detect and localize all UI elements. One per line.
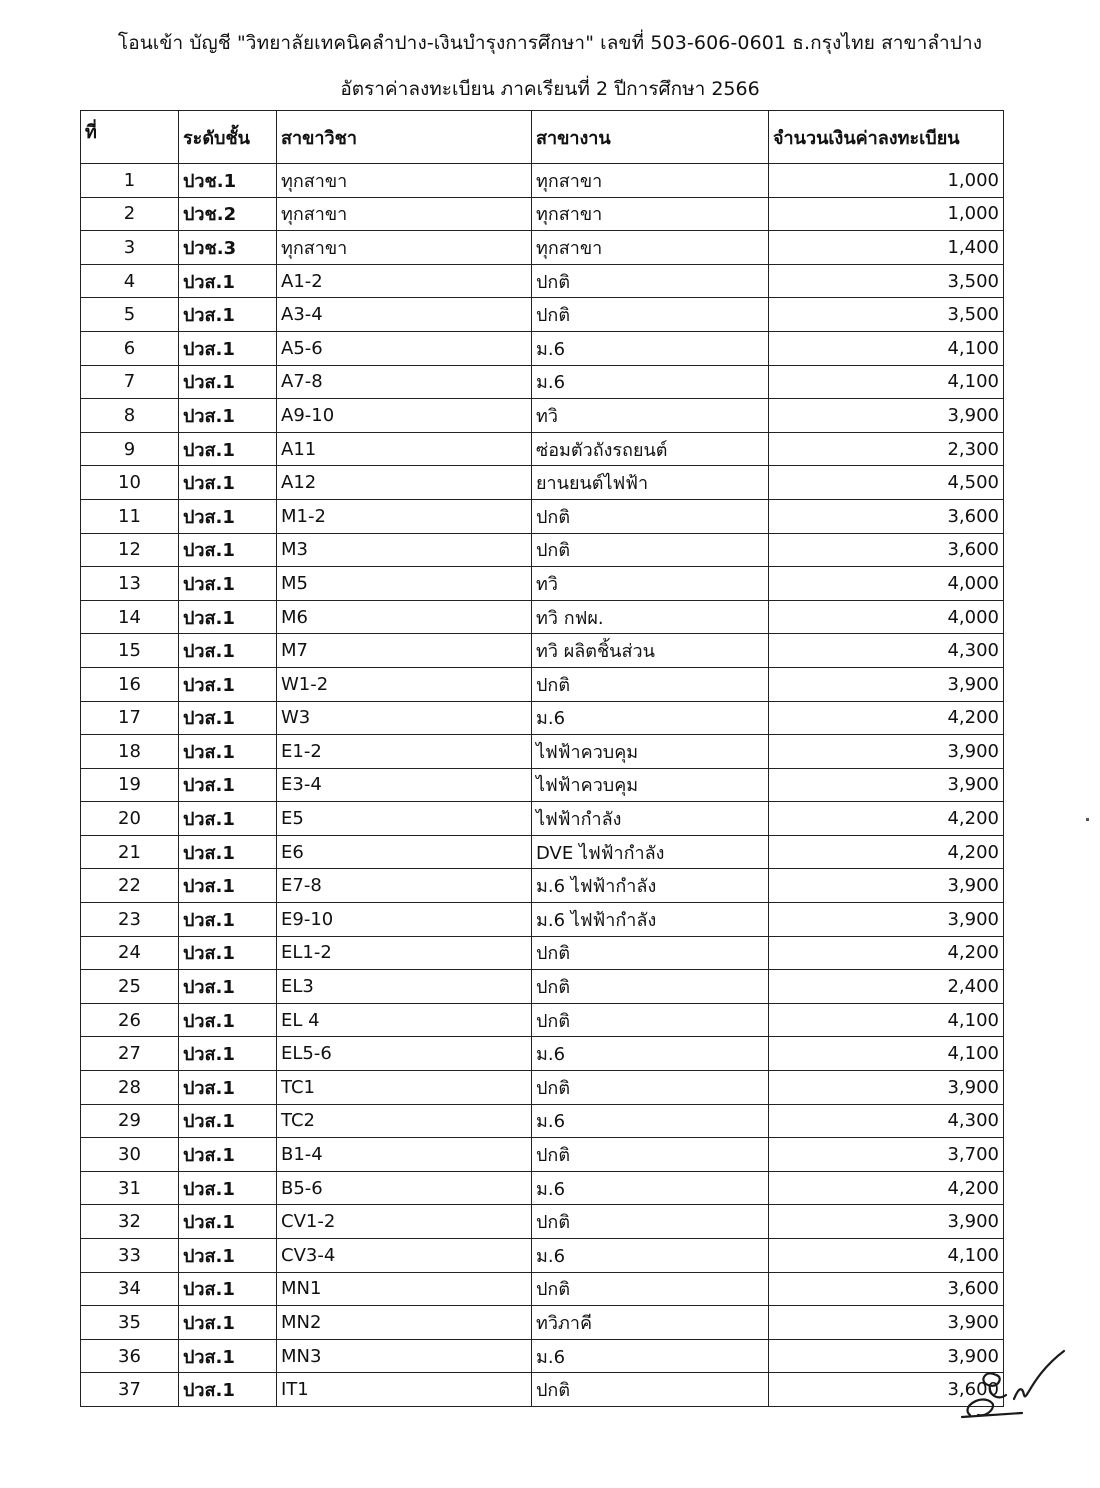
fee-amount-cell: 3,900: [769, 735, 1004, 769]
education-level-cell: ปวส.1: [179, 869, 277, 903]
table-row: [81, 600, 1004, 634]
branch-code-cell: A3-4: [277, 298, 532, 332]
table-row: [81, 533, 1004, 567]
fee-amount-cell: 4,300: [769, 634, 1004, 668]
row-number-cell: 35: [81, 1306, 179, 1340]
education-level-cell: ปวส.1: [179, 567, 277, 601]
fee-amount-cell: 4,100: [769, 331, 1004, 365]
row-number-cell: 5: [81, 298, 179, 332]
education-level-cell: ปวส.1: [179, 667, 277, 701]
fee-amount-cell: 4,100: [769, 1037, 1004, 1071]
branch-code-cell: EL3: [277, 970, 532, 1004]
program-type-cell: ปกติ: [532, 1205, 769, 1239]
education-level-cell: ปวส.1: [179, 1306, 277, 1340]
program-type-cell: ม.6: [532, 701, 769, 735]
table-body: [81, 164, 1004, 1407]
branch-code-cell: E3-4: [277, 768, 532, 802]
program-type-cell: ปกติ: [532, 264, 769, 298]
table-row: [81, 1037, 1004, 1071]
fee-amount-cell: 3,900: [769, 869, 1004, 903]
education-level-cell: ปวส.1: [179, 331, 277, 365]
program-type-cell: ปกติ: [532, 936, 769, 970]
table-row: [81, 1003, 1004, 1037]
column-header-branch: สาขาวิชา: [277, 111, 532, 164]
table-row: [81, 869, 1004, 903]
program-type-cell: ม.6: [532, 1171, 769, 1205]
fee-amount-cell: 4,500: [769, 466, 1004, 500]
program-type-cell: ทวิ: [532, 399, 769, 433]
education-level-cell: ปวส.1: [179, 298, 277, 332]
fee-amount-cell: 2,300: [769, 432, 1004, 466]
row-number-cell: 2: [81, 197, 179, 231]
branch-code-cell: TC2: [277, 1104, 532, 1138]
table-row: [81, 1205, 1004, 1239]
education-level-cell: ปวส.1: [179, 1071, 277, 1105]
branch-code-cell: MN1: [277, 1272, 532, 1306]
table-row: [81, 701, 1004, 735]
fee-amount-cell: 3,900: [769, 399, 1004, 433]
row-number-cell: 27: [81, 1037, 179, 1071]
program-type-cell: ปกติ: [532, 1138, 769, 1172]
table-row: [81, 197, 1004, 231]
table-row: [81, 835, 1004, 869]
education-level-cell: ปวส.1: [179, 835, 277, 869]
row-number-cell: 24: [81, 936, 179, 970]
branch-code-cell: A9-10: [277, 399, 532, 433]
education-level-cell: ปวส.1: [179, 1138, 277, 1172]
branch-code-cell: M7: [277, 634, 532, 668]
fee-amount-cell: 3,900: [769, 903, 1004, 937]
column-header-fee-amount: จำนวนเงินค่าลงทะเบียน: [769, 111, 1004, 164]
program-type-cell: ม.6: [532, 1239, 769, 1273]
fee-amount-cell: 4,200: [769, 936, 1004, 970]
education-level-cell: ปวช.3: [179, 231, 277, 265]
branch-code-cell: EL5-6: [277, 1037, 532, 1071]
row-number-cell: 31: [81, 1171, 179, 1205]
table-row: [81, 499, 1004, 533]
branch-code-cell: EL 4: [277, 1003, 532, 1037]
table-row: [81, 164, 1004, 198]
branch-code-cell: CV3-4: [277, 1239, 532, 1273]
branch-code-cell: CV1-2: [277, 1205, 532, 1239]
program-type-cell: ทวิ ผลิตชิ้นส่วน: [532, 634, 769, 668]
row-number-cell: 32: [81, 1205, 179, 1239]
program-type-cell: ม.6 ไฟฟ้ากำลัง: [532, 869, 769, 903]
education-level-cell: ปวส.1: [179, 1373, 277, 1407]
row-number-cell: 21: [81, 835, 179, 869]
fee-amount-cell: 4,200: [769, 835, 1004, 869]
branch-code-cell: E1-2: [277, 735, 532, 769]
branch-code-cell: ทุกสาขา: [277, 231, 532, 265]
program-type-cell: ไฟฟ้าควบคุม: [532, 768, 769, 802]
education-level-cell: ปวส.1: [179, 1171, 277, 1205]
education-level-cell: ปวส.1: [179, 499, 277, 533]
table-row: [81, 231, 1004, 265]
fee-amount-cell: 1,000: [769, 164, 1004, 198]
row-number-cell: 25: [81, 970, 179, 1004]
program-type-cell: ปกติ: [532, 499, 769, 533]
branch-code-cell: M3: [277, 533, 532, 567]
table-row: [81, 1272, 1004, 1306]
row-number-cell: 13: [81, 567, 179, 601]
table-row: [81, 432, 1004, 466]
program-type-cell: ปกติ: [532, 1003, 769, 1037]
table-row: [81, 567, 1004, 601]
branch-code-cell: A1-2: [277, 264, 532, 298]
table-row: [81, 1339, 1004, 1373]
education-level-cell: ปวส.1: [179, 936, 277, 970]
branch-code-cell: TC1: [277, 1071, 532, 1105]
program-type-cell: ปกติ: [532, 1071, 769, 1105]
row-number-cell: 14: [81, 600, 179, 634]
branch-code-cell: ทุกสาขา: [277, 164, 532, 198]
handwritten-signature: [952, 1345, 1072, 1425]
education-level-cell: ปวส.1: [179, 735, 277, 769]
fee-amount-cell: 3,600: [769, 499, 1004, 533]
education-level-cell: ปวส.1: [179, 768, 277, 802]
row-number-cell: 23: [81, 903, 179, 937]
branch-code-cell: E5: [277, 802, 532, 836]
table-row: [81, 1071, 1004, 1105]
program-type-cell: ปกติ: [532, 667, 769, 701]
fee-amount-cell: 4,100: [769, 365, 1004, 399]
fee-amount-cell: 3,900: [769, 667, 1004, 701]
education-level-cell: ปวช.2: [179, 197, 277, 231]
program-type-cell: ปกติ: [532, 533, 769, 567]
program-type-cell: ม.6: [532, 365, 769, 399]
row-number-cell: 29: [81, 1104, 179, 1138]
program-type-cell: ม.6: [532, 331, 769, 365]
fee-amount-cell: 1,400: [769, 231, 1004, 265]
branch-code-cell: E6: [277, 835, 532, 869]
fee-amount-cell: 4,200: [769, 1171, 1004, 1205]
program-type-cell: ไฟฟ้ากำลัง: [532, 802, 769, 836]
row-number-cell: 15: [81, 634, 179, 668]
fee-amount-cell: 4,300: [769, 1104, 1004, 1138]
table-row: [81, 1373, 1004, 1407]
education-level-cell: ปวส.1: [179, 1037, 277, 1071]
branch-code-cell: E9-10: [277, 903, 532, 937]
program-type-cell: ทวิภาคี: [532, 1306, 769, 1340]
program-type-cell: ยานยนต์ไฟฟ้า: [532, 466, 769, 500]
column-header-number: ที่: [81, 111, 179, 164]
fee-amount-cell: 4,100: [769, 1003, 1004, 1037]
table-row: [81, 936, 1004, 970]
table-row: [81, 1239, 1004, 1273]
row-number-cell: 20: [81, 802, 179, 836]
branch-code-cell: A12: [277, 466, 532, 500]
table-row: [81, 466, 1004, 500]
table-row: [81, 331, 1004, 365]
fee-amount-cell: 3,500: [769, 298, 1004, 332]
education-level-cell: ปวส.1: [179, 1272, 277, 1306]
program-type-cell: ม.6: [532, 1037, 769, 1071]
branch-code-cell: IT1: [277, 1373, 532, 1407]
education-level-cell: ปวส.1: [179, 1205, 277, 1239]
branch-code-cell: M6: [277, 600, 532, 634]
branch-code-cell: EL1-2: [277, 936, 532, 970]
program-type-cell: ม.6: [532, 1339, 769, 1373]
row-number-cell: 30: [81, 1138, 179, 1172]
fee-amount-cell: 3,600: [769, 1272, 1004, 1306]
row-number-cell: 19: [81, 768, 179, 802]
row-number-cell: 11: [81, 499, 179, 533]
education-level-cell: ปวส.1: [179, 1104, 277, 1138]
program-type-cell: ทวิ: [532, 567, 769, 601]
program-type-cell: ม.6 ไฟฟ้ากำลัง: [532, 903, 769, 937]
education-level-cell: ปวส.1: [179, 1003, 277, 1037]
row-number-cell: 3: [81, 231, 179, 265]
row-number-cell: 6: [81, 331, 179, 365]
program-type-cell: ปกติ: [532, 1373, 769, 1407]
branch-code-cell: B5-6: [277, 1171, 532, 1205]
row-number-cell: 36: [81, 1339, 179, 1373]
program-type-cell: ปกติ: [532, 1272, 769, 1306]
fee-amount-cell: 3,500: [769, 264, 1004, 298]
row-number-cell: 26: [81, 1003, 179, 1037]
row-number-cell: 33: [81, 1239, 179, 1273]
fee-amount-cell: 2,400: [769, 970, 1004, 1004]
branch-code-cell: B1-4: [277, 1138, 532, 1172]
table-row: [81, 634, 1004, 668]
branch-code-cell: A11: [277, 432, 532, 466]
document-title: อัตราค่าลงทะเบียน ภาคเรียนที่ 2 ปีการศึกษา 2566: [340, 78, 760, 100]
education-level-cell: ปวช.1: [179, 164, 277, 198]
branch-code-cell: ทุกสาขา: [277, 197, 532, 231]
education-level-cell: ปวส.1: [179, 634, 277, 668]
fee-amount-cell: 3,900: [769, 768, 1004, 802]
fee-amount-cell: 3,900: [769, 1071, 1004, 1105]
fee-amount-cell: 3,900: [769, 1306, 1004, 1340]
education-level-cell: ปวส.1: [179, 970, 277, 1004]
fee-amount-cell: 3,700: [769, 1138, 1004, 1172]
program-type-cell: ทุกสาขา: [532, 231, 769, 265]
branch-code-cell: M1-2: [277, 499, 532, 533]
column-header-level: ระดับชั้น: [179, 111, 277, 164]
fee-amount-cell: 3,600: [769, 533, 1004, 567]
branch-code-cell: MN2: [277, 1306, 532, 1340]
table-row: [81, 1104, 1004, 1138]
row-number-cell: 4: [81, 264, 179, 298]
program-type-cell: ทวิ กฟผ.: [532, 600, 769, 634]
table-row: [81, 1306, 1004, 1340]
table-row: [81, 735, 1004, 769]
table-row: [81, 903, 1004, 937]
branch-code-cell: A5-6: [277, 331, 532, 365]
table-row: [81, 802, 1004, 836]
row-number-cell: 34: [81, 1272, 179, 1306]
table-row: [81, 768, 1004, 802]
column-header-program: สาขางาน: [532, 111, 769, 164]
education-level-cell: ปวส.1: [179, 802, 277, 836]
table-row: [81, 1171, 1004, 1205]
row-number-cell: 17: [81, 701, 179, 735]
row-number-cell: 28: [81, 1071, 179, 1105]
scan-mark: [1086, 818, 1089, 821]
fee-amount-cell: 1,000: [769, 197, 1004, 231]
row-number-cell: 37: [81, 1373, 179, 1407]
education-level-cell: ปวส.1: [179, 903, 277, 937]
program-type-cell: DVE ไฟฟ้ากำลัง: [532, 835, 769, 869]
fee-amount-cell: 4,200: [769, 802, 1004, 836]
program-type-cell: ทุกสาขา: [532, 197, 769, 231]
education-level-cell: ปวส.1: [179, 466, 277, 500]
table-row: [81, 970, 1004, 1004]
fee-amount-cell: 3,900: [769, 1339, 1004, 1373]
table-row: [81, 264, 1004, 298]
program-type-cell: ทุกสาขา: [532, 164, 769, 198]
fee-amount-cell: 3,900: [769, 1205, 1004, 1239]
table-row: [81, 667, 1004, 701]
education-level-cell: ปวส.1: [179, 1339, 277, 1373]
branch-code-cell: E7-8: [277, 869, 532, 903]
branch-code-cell: MN3: [277, 1339, 532, 1373]
education-level-cell: ปวส.1: [179, 600, 277, 634]
program-type-cell: ปกติ: [532, 298, 769, 332]
education-level-cell: ปวส.1: [179, 432, 277, 466]
education-level-cell: ปวส.1: [179, 533, 277, 567]
education-level-cell: ปวส.1: [179, 264, 277, 298]
row-number-cell: 7: [81, 365, 179, 399]
fee-amount-cell: 3,600: [769, 1373, 1004, 1407]
registration-fee-table: [80, 110, 1004, 1407]
row-number-cell: 8: [81, 399, 179, 433]
branch-code-cell: W3: [277, 701, 532, 735]
education-level-cell: ปวส.1: [179, 701, 277, 735]
fee-amount-cell: 4,000: [769, 600, 1004, 634]
branch-code-cell: M5: [277, 567, 532, 601]
table-row: [81, 298, 1004, 332]
row-number-cell: 12: [81, 533, 179, 567]
education-level-cell: ปวส.1: [179, 1239, 277, 1273]
row-number-cell: 1: [81, 164, 179, 198]
bank-transfer-instruction: โอนเข้า บัญชี "วิทยาลัยเทคนิคลำปาง-เงินบำรุงการศึกษา" เลขที่ 503-606-0601 ธ.กรุงไทย สาขาลำปาง: [117, 32, 983, 54]
fee-amount-cell: 4,100: [769, 1239, 1004, 1273]
table-header-row: [81, 111, 1004, 164]
row-number-cell: 9: [81, 432, 179, 466]
program-type-cell: ซ่อมตัวถังรถยนต์: [532, 432, 769, 466]
table-row: [81, 1138, 1004, 1172]
fee-amount-cell: 4,200: [769, 701, 1004, 735]
table-row: [81, 365, 1004, 399]
row-number-cell: 10: [81, 466, 179, 500]
education-level-cell: ปวส.1: [179, 399, 277, 433]
table-row: [81, 399, 1004, 433]
row-number-cell: 18: [81, 735, 179, 769]
education-level-cell: ปวส.1: [179, 365, 277, 399]
row-number-cell: 22: [81, 869, 179, 903]
branch-code-cell: W1-2: [277, 667, 532, 701]
program-type-cell: ม.6: [532, 1104, 769, 1138]
branch-code-cell: A7-8: [277, 365, 532, 399]
program-type-cell: ปกติ: [532, 970, 769, 1004]
fee-amount-cell: 4,000: [769, 567, 1004, 601]
row-number-cell: 16: [81, 667, 179, 701]
program-type-cell: ไฟฟ้าควบคุม: [532, 735, 769, 769]
